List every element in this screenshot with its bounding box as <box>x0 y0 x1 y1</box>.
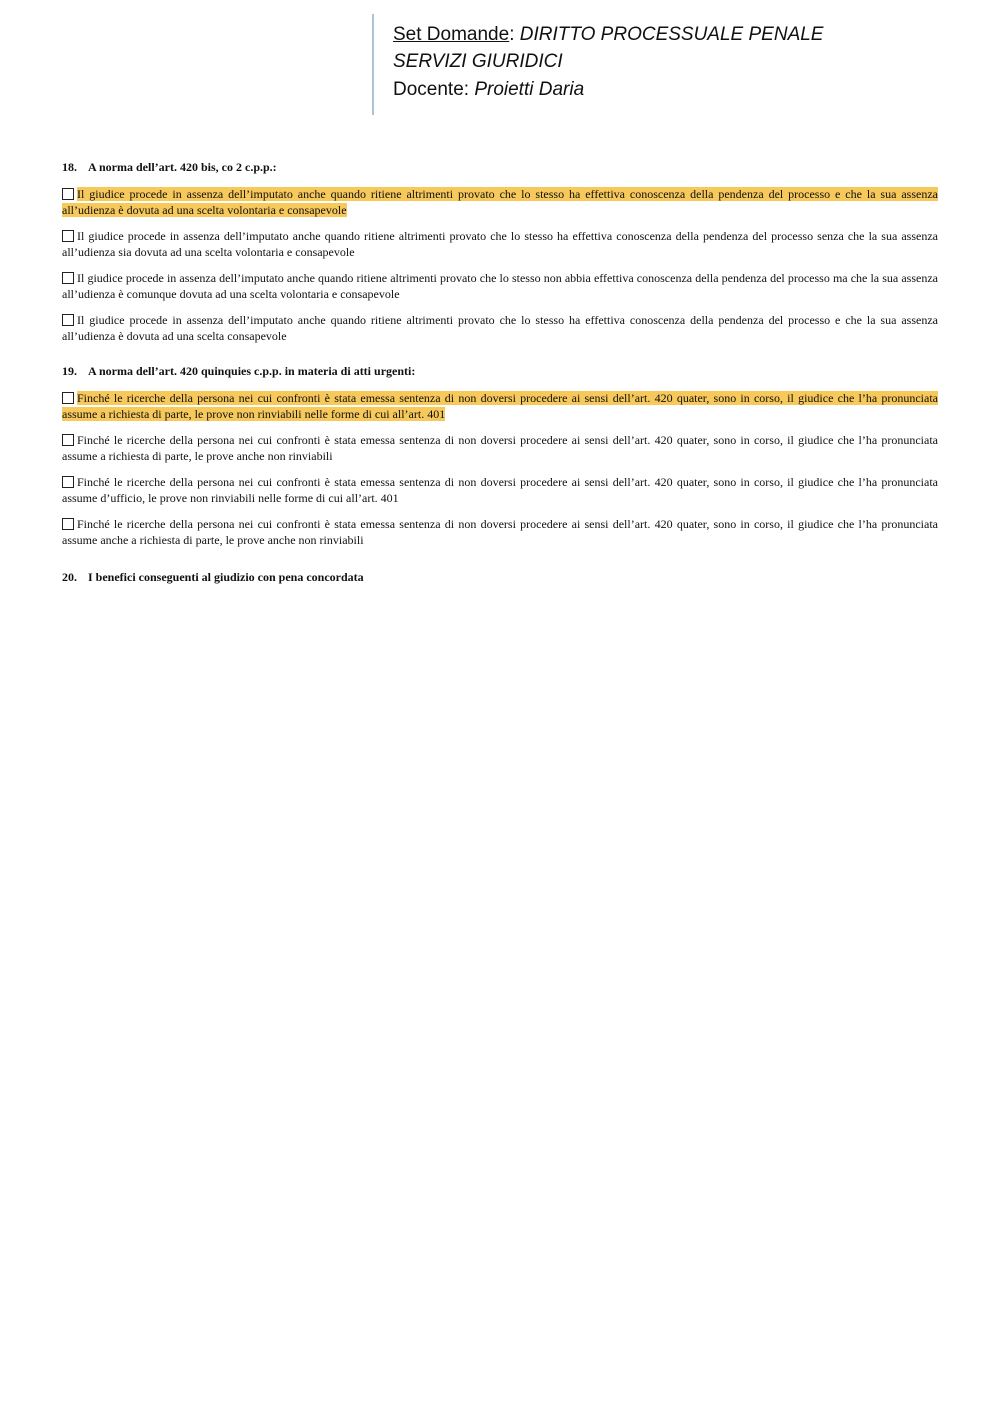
answer-text: Il giudice procede in assenza dell’imputato anche quando ritiene altrimenti provato che lo stesso ha effettiva conoscenza della pendenza del processo e che la sua assenza all’udienza è dovuta ad una scelta volontaria e consapevole <box>62 187 938 217</box>
answer-option <box>62 391 938 422</box>
question-text: A norma dell’art. 420 bis, co 2 c.p.p.: <box>88 160 277 174</box>
question-text: A norma dell’art. 420 quinquies c.p.p. in materia di atti urgenti: <box>88 364 416 378</box>
answer-text: Il giudice procede in assenza dell’imputato anche quando ritiene altrimenti provato che lo stesso non abbia effettiva conoscenza della pendenza del processo ma che la sua assenza all’udienza è comunque dovuta ad una scelta volontaria e consapevole <box>62 271 938 301</box>
answer-text: Finché le ricerche della persona nei cui confronti è stata emessa sentenza di non doversi procedere ai sensi dell’art. 420 quater, sono in corso, il giudice che l’ha pronunciata assume anche a richiesta di parte, le prove anche non rinviabili <box>62 517 938 547</box>
answer-checkbox[interactable] <box>62 230 74 242</box>
answer-checkbox[interactable] <box>62 272 74 284</box>
question-title <box>62 160 938 175</box>
answer-text: Il giudice procede in assenza dell’imputato anche quando ritiene altrimenti provato che lo stesso ha effettiva conoscenza della pendenza del processo e che la sua assenza all’udienza è dovuta ad una scelta consapevole <box>62 313 938 343</box>
question-number: 18. <box>62 160 77 174</box>
question-19 <box>62 364 938 548</box>
answer-checkbox[interactable] <box>62 188 74 200</box>
question-18 <box>62 160 938 344</box>
answer-checkbox[interactable] <box>62 392 74 404</box>
answer-option <box>62 475 938 506</box>
answer-text: Finché le ricerche della persona nei cui confronti è stata emessa sentenza di non doversi procedere ai sensi dell’art. 420 quater, sono in corso, il giudice che l’ha pronunciata assume d’ufficio, le prove non rinviabili nelle forme di cui all’art. 401 <box>62 475 938 505</box>
answer-option <box>62 517 938 548</box>
question-number: 19. <box>62 364 77 378</box>
answer-text: Finché le ricerche della persona nei cui confronti è stata emessa sentenza di non doversi procedere ai sensi dell’art. 420 quater, sono in corso, il giudice che l’ha pronunciata assume a richiesta di parte, le prove anche non rinviabili <box>62 433 938 463</box>
questions-list <box>62 160 938 597</box>
answer-option <box>62 433 938 464</box>
set-separator: : <box>509 24 515 45</box>
question-text: I benefici conseguenti al giudizio con pena concordata <box>88 570 364 584</box>
docente-label: Docente: <box>393 79 470 100</box>
answer-option <box>62 187 938 218</box>
answer-option <box>62 271 938 302</box>
document-header <box>372 14 974 115</box>
question-title <box>62 364 938 379</box>
docente-name: Proietti Daria <box>474 79 585 100</box>
question-title <box>62 570 938 585</box>
answer-text: Il giudice procede in assenza dell’imputato anche quando ritiene altrimenti provato che lo stesso ha effettiva conoscenza della pendenza del processo senza che la sua assenza all’udienza sia dovuta ad una scelta volontaria e consapevole <box>62 229 938 259</box>
header-subject-line: SERVIZI GIURIDICI <box>393 51 563 72</box>
header-docente-line <box>393 78 584 102</box>
question-20 <box>62 570 938 585</box>
answer-checkbox[interactable] <box>62 314 74 326</box>
answer-option <box>62 313 938 344</box>
answer-text: Finché le ricerche della persona nei cui confronti è stata emessa sentenza di non doversi procedere ai sensi dell’art. 420 quater, sono in corso, il giudice che l’ha pronunciata assume a richiesta di parte, le prove non rinviabili nelle forme di cui all’art. 401 <box>62 391 938 421</box>
answer-checkbox[interactable] <box>62 476 74 488</box>
set-label: Set Domande <box>393 24 510 45</box>
answer-checkbox[interactable] <box>62 434 74 446</box>
question-number: 20. <box>62 570 77 584</box>
set-value: DIRITTO PROCESSUALE PENALE <box>519 24 824 45</box>
answer-option <box>62 229 938 260</box>
header-set-line <box>393 23 823 47</box>
answer-checkbox[interactable] <box>62 518 74 530</box>
